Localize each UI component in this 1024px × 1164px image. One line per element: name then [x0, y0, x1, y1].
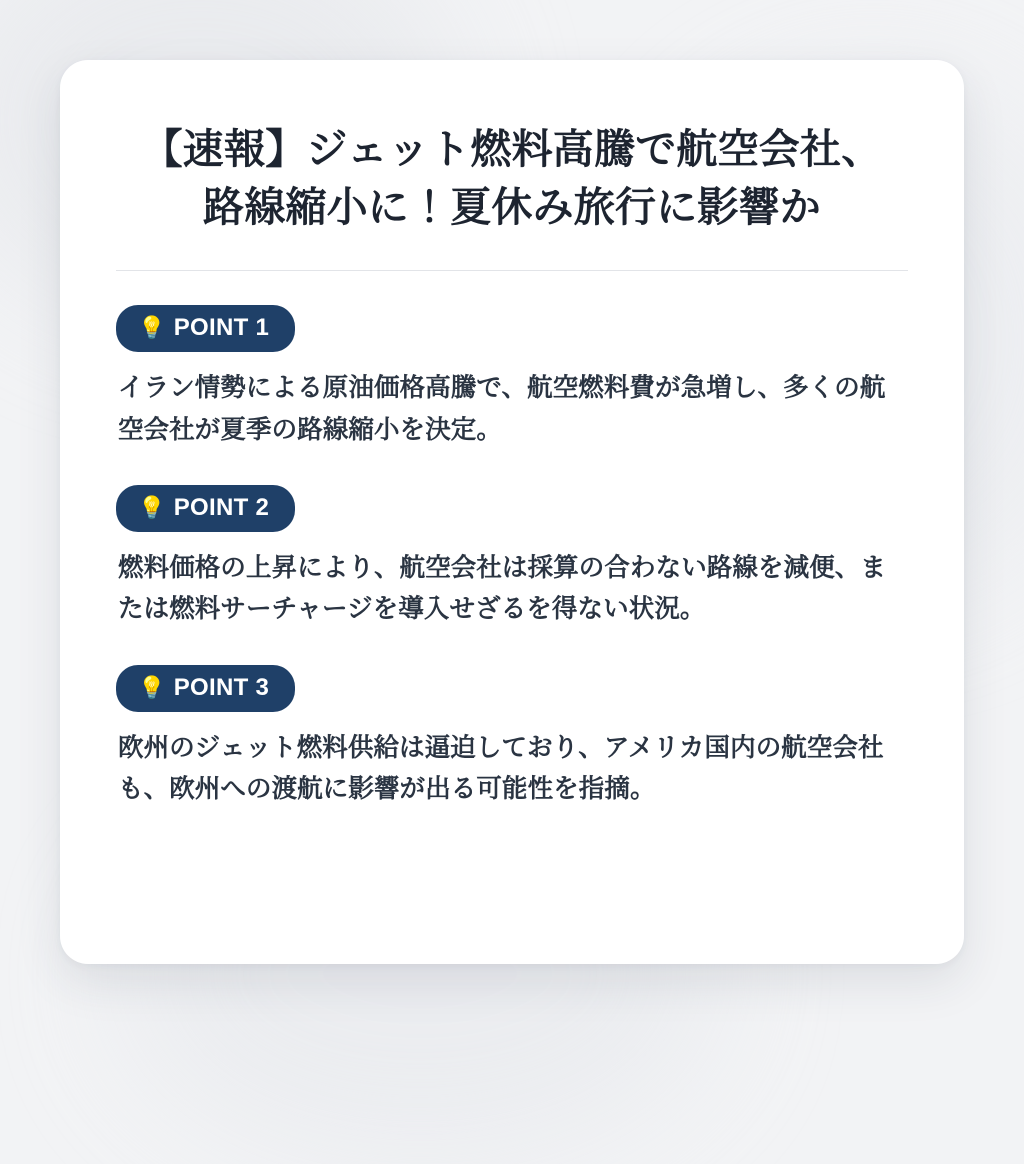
- page-title: 【速報】ジェット燃料高騰で航空会社、路線縮小に！夏休み旅行に影響か: [141, 126, 883, 231]
- points-list: [116, 305, 908, 810]
- point-badge-label: POINT 2: [173, 494, 270, 522]
- lightbulb-icon: 💡: [138, 315, 166, 341]
- point-badge-label: POINT 3: [173, 673, 270, 701]
- lightbulb-icon: 💡: [138, 674, 166, 700]
- point-badge-1: [116, 305, 295, 352]
- point-text-1: イラン情勢による原油価格高騰で、航空燃料費が急増し、多くの航空会社が夏季の路線縮小を決定。: [118, 374, 886, 444]
- list-item: [116, 305, 908, 451]
- point-text-2: 燃料価格の上昇により、航空会社は採算の合わない路線を減便、または燃料サーチャージを導入せざるを得ない状況。: [118, 554, 887, 624]
- title-divider: [116, 270, 908, 271]
- lightbulb-icon: 💡: [138, 495, 166, 521]
- summary-card: [60, 60, 964, 964]
- point-badge-3: [116, 665, 295, 712]
- list-item: [116, 665, 908, 811]
- point-text-3: 欧州のジェット燃料供給は逼迫しており、アメリカ国内の航空会社も、欧州への渡航に影響が出る可能性を指摘。: [118, 733, 884, 803]
- point-badge-label: POINT 1: [173, 314, 270, 342]
- point-badge-2: [116, 485, 295, 532]
- list-item: [116, 485, 908, 631]
